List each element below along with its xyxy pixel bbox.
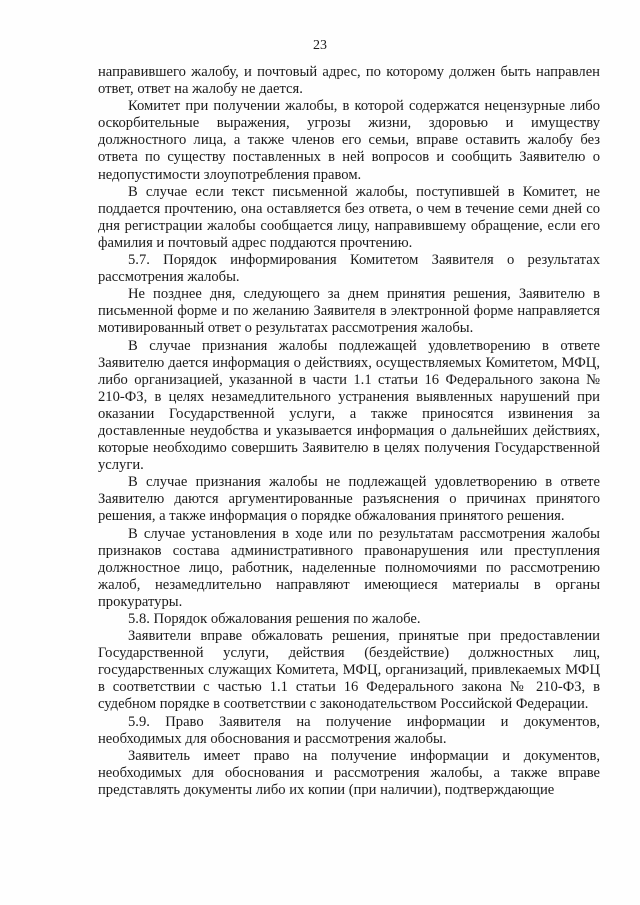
paragraph: Заявитель имеет право на получение информации и документов, необходимых для обоснования и рассмотрения жалобы, а также вправе представлять документы либо их копии (при наличии), подтверждающие [98,747,600,798]
paragraph: Заявители вправе обжаловать решения, принятые при предоставлении Государственной услуги, действия (бездействие) должностных лиц, государственных служащих Комитета, МФЦ, организаций, привлекаемых МФЦ в соответствии с частью 1.1 статьи 16 Федерального закона № 210-ФЗ, в судебном порядке в соответствии с законодательством Российской Федерации. [98,628,600,713]
paragraph: В случае признания жалобы подлежащей удовлетворению в ответе Заявителю дается информация о действиях, осуществляемых Комитетом, МФЦ, либо организацией, указанной в части 1.1 статьи 16 Федерального закона № 210-ФЗ, в целях незамедлительного устранения выявленных нарушений при оказании Государственной услуги, а также приносятся извинения за доставленные неудобства и указывается информация о дальнейших действиях, которые необходимо совершить Заявителю в целях получения Государственной услуги. [98,337,600,474]
section-heading: 5.9. Право Заявителя на получение информации и документов, необходимых для обоснования и рассмотрения жалобы. [98,713,600,747]
section-heading: 5.7. Порядок информирования Комитетом Заявителя о результатах рассмотрения жалобы. [98,252,600,286]
paragraph: Не позднее дня, следующего за днем принятия решения, Заявителю в письменной форме и по желанию Заявителя в электронной форме направляется мотивированный ответ о результатах рассмотрения жалобы. [98,286,600,337]
document-body [98,64,600,799]
paragraph: В случае если текст письменной жалобы, поступившей в Комитет, не поддается прочтению, она оставляется без ответа, о чем в течение семи дней со дня регистрации жалобы сообщается лицу, направившему обращение, если его фамилия и почтовый адрес поддаются прочтению. [98,183,600,251]
paragraph: Комитет при получении жалобы, в которой содержатся нецензурные либо оскорбительные выражения, угрозы жизни, здоровью и имуществу должностного лица, а также членов его семьи, вправе оставить жалобу без ответа по существу поставленных в ней вопросов и сообщить Заявителю о недопустимости злоупотребления правом. [98,98,600,183]
paragraph: В случае установления в ходе или по результатам рассмотрения жалобы признаков состава административного правонарушения или преступления должностное лицо, работник, наделенные полномочиями по рассмотрению жалоб, незамедлительно направляют имеющиеся материалы в органы прокуратуры. [98,525,600,610]
paragraph: направившего жалобу, и почтовый адрес, по которому должен быть направлен ответ, ответ на жалобу не дается. [98,64,600,98]
paragraph: В случае признания жалобы не подлежащей удовлетворению в ответе Заявителю даются аргументированные разъяснения о причинах принятого решения, а также информация о порядке обжалования принятого решения. [98,474,600,525]
page-number: 23 [313,38,327,53]
section-heading: 5.8. Порядок обжалования решения по жалобе. [128,611,421,627]
